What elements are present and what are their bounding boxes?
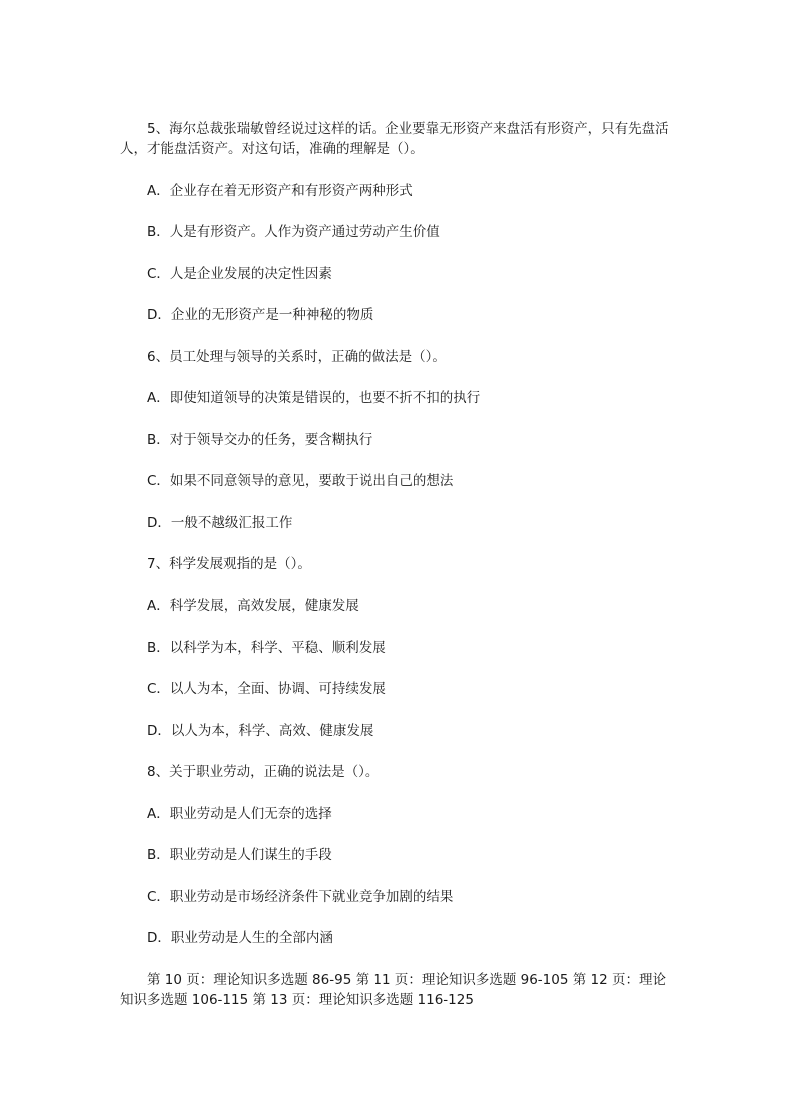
question-6-option-a: A．即使知道领导的决策是错误的，也要不折不扣的执行 — [147, 390, 481, 406]
question-6-option-d: D．一般不越级汇报工作 — [147, 515, 293, 531]
question-6-option-b: B．对于领导交办的任务，要含糊执行 — [147, 432, 373, 448]
question-8-option-c: C．职业劳动是市场经济条件下就业竞争加剧的结果 — [147, 889, 454, 905]
question-7-option-c: C．以人为本，全面、协调、可持续发展 — [147, 681, 386, 697]
question-7-option-d: D．以人为本，科学、高效、健康发展 — [147, 723, 374, 739]
question-5-option-c: C．人是企业发展的决定性因素 — [147, 266, 332, 282]
question-5-option-d: D．企业的无形资产是一种神秘的物质 — [147, 307, 374, 323]
question-7-option-b: B．以科学为本，科学、平稳、顺利发展 — [147, 640, 386, 656]
question-7-stem: 7、科学发展观指的是（）。 — [147, 556, 311, 572]
question-5-stem: 5、海尔总裁张瑞敏曾经说过这样的话。企业要靠无形资产来盘活有形资产，只有先盘活人，才能盘活资产。对这句话，准确的理解是（）。 — [120, 121, 669, 157]
question-8-option-d: D．职业劳动是人生的全部内涵 — [147, 930, 333, 946]
question-8-option-b: B．职业劳动是人们谋生的手段 — [147, 847, 332, 863]
question-6-option-c: C．如果不同意领导的意见，要敢于说出自己的想法 — [147, 473, 454, 489]
question-8-stem: 8、关于职业劳动，正确的说法是（）。 — [147, 764, 379, 780]
question-7-option-a: A．科学发展，高效发展，健康发展 — [147, 598, 359, 614]
question-5-option-a: A．企业存在着无形资产和有形资产两种形式 — [147, 183, 413, 199]
question-6-stem: 6、员工处理与领导的关系时，正确的做法是（）。 — [147, 349, 446, 365]
question-8-option-a: A．职业劳动是人们无奈的选择 — [147, 806, 332, 822]
question-5-option-b: B．人是有形资产。人作为资产通过劳动产生价值 — [147, 224, 440, 240]
footer-page-links[interactable]: 第 10 页：理论知识多选题 86-95 第 11 页：理论知识多选题 96-105 第 12 页：理论知识多选题 106-115 第 13 页：理论知识多选题 116-125 — [120, 972, 666, 1008]
